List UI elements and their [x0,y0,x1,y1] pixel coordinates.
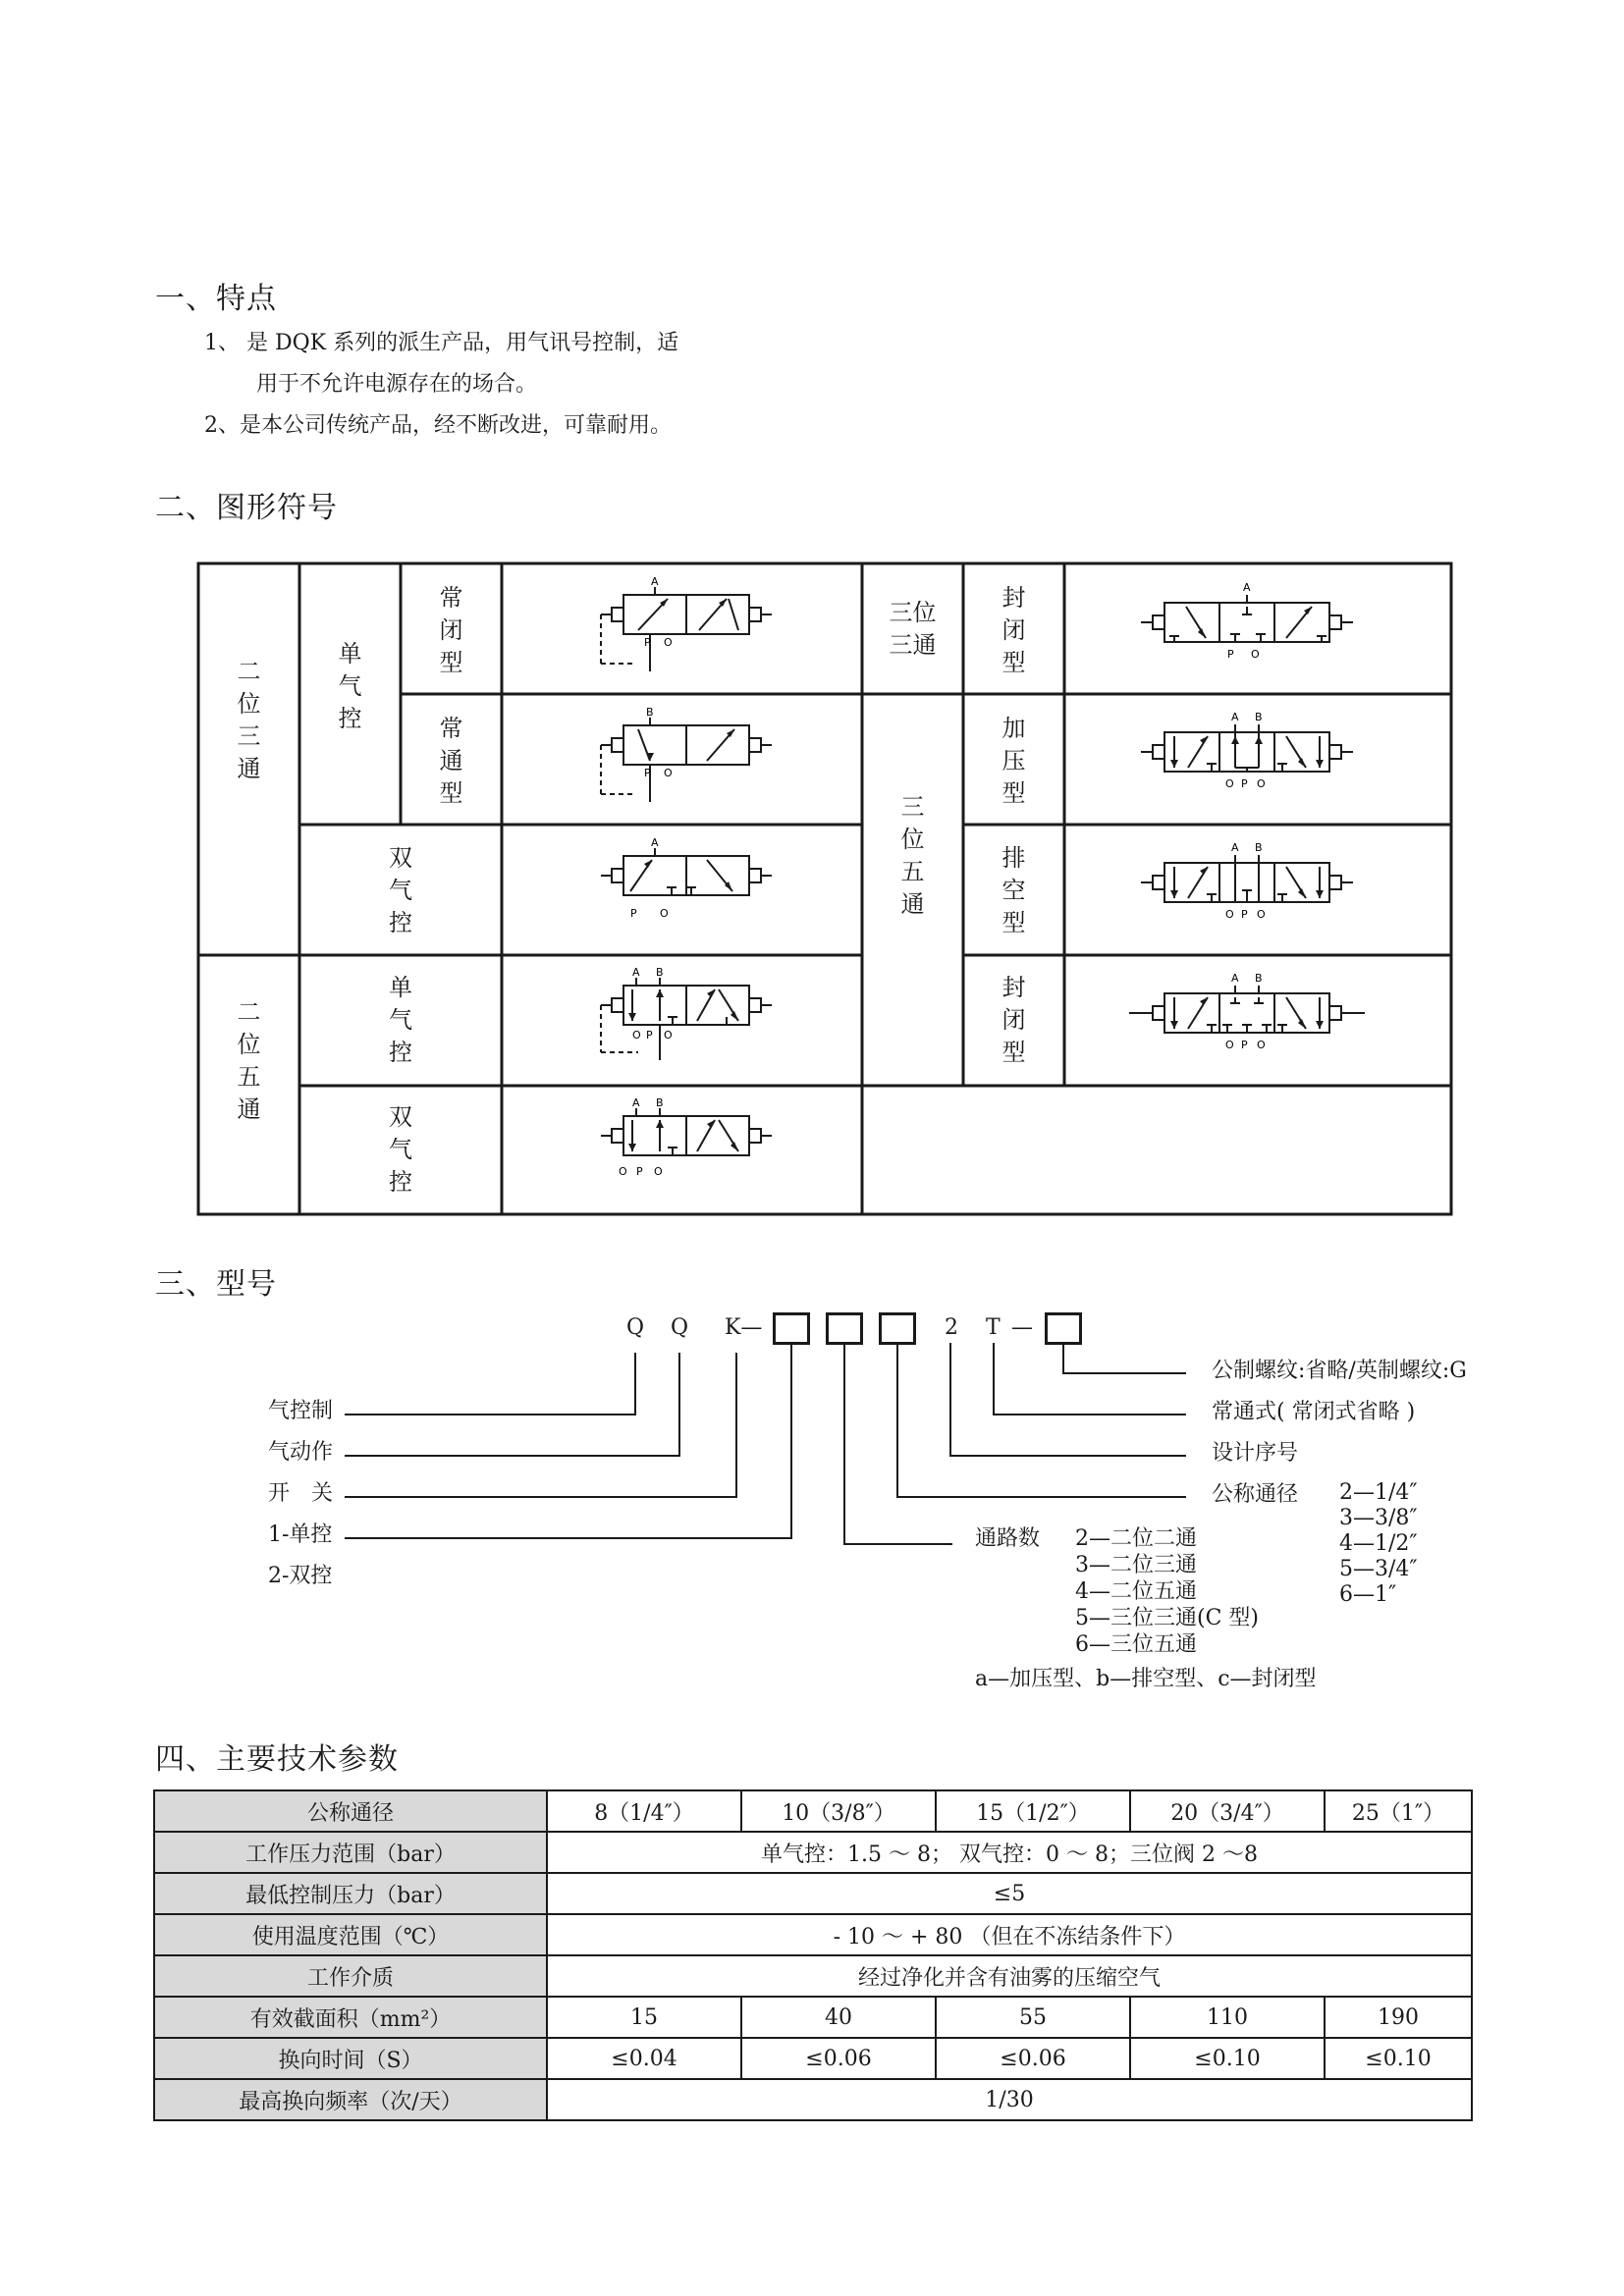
table-row [154,1832,1472,1873]
port-label-b: B [1255,972,1263,985]
port-label-p: P [636,1165,643,1178]
right-label-normally-open: 常通式( 常闭式省略 ) [1212,1400,1416,1424]
port-label-b: B [646,706,654,719]
cell-area-1: 15 [547,1997,741,2038]
cell-switch-time-5: ≤0.10 [1325,2038,1472,2079]
port-label-a: A [1231,972,1239,985]
port-label-o: O [619,1165,627,1178]
params-heading: 四、主要技术参数 [155,1742,399,1777]
size-1: 2—1/4″ [1339,1480,1418,1505]
left-label-switch: 开 关 [268,1481,334,1506]
cell-min-control: ≤5 [547,1873,1472,1914]
code-k: K— [725,1315,763,1340]
table-row [154,1955,1472,1997]
cell-switch-time-2: ≤0.06 [741,2038,936,2079]
row-label-area: 有效截面积（mm²） [154,1997,547,2038]
right-label-nominal: 公称通径 [1212,1482,1299,1507]
types-legend: a—加压型、b—排空型、c—封闭型 [975,1667,1317,1691]
table-row [154,1873,1472,1914]
port-label-a: A [1231,711,1239,723]
port-label-o: O [664,1029,673,1041]
cell-switch-time-1: ≤0.04 [547,2038,741,2079]
group-three-position-three-way: 三位 三通 [889,599,937,659]
group-two-position-five-way: 二 位 五 通 [237,998,261,1123]
port-label-o: O [1257,908,1266,921]
port-label-p: P [1241,1039,1248,1051]
right-label-thread: 公制螺纹:省略/英制螺纹:G [1212,1359,1467,1383]
port-label-a: A [632,1096,640,1109]
port-label-o: O [1225,908,1234,921]
port-label-o: O [632,1029,641,1041]
table-row [154,1997,1472,2038]
ports-option-5: 6—三位五通 [1075,1632,1197,1657]
port-label-b: B [656,1096,664,1109]
port-label-p: P [644,636,651,649]
ports-title: 通路数 [975,1526,1041,1551]
port-label-p: P [630,907,637,920]
port-label-a: A [651,575,659,588]
ports-option-4: 5—三位三通(C 型) [1075,1606,1259,1630]
row-label-switch-time: 换向时间（S） [154,2038,547,2079]
size-2: 3—3/8″ [1339,1506,1418,1530]
cell-nominal-2: 10（3/8″） [741,1790,936,1832]
port-label-o: O [664,636,673,649]
size-3: 4—1/2″ [1339,1531,1418,1556]
port-label-b: B [656,966,664,979]
label-sealed-33: 封 闭 型 [1001,584,1026,676]
cell-switch-time-4: ≤0.10 [1130,2038,1325,2079]
ports-option-3: 4—二位五通 [1075,1579,1197,1604]
port-label-b: B [1255,711,1263,723]
label-normally-closed: 常 闭 型 [439,584,463,676]
port-label-o: O [654,1165,663,1178]
symbols-heading: 二、图形符号 [155,491,338,525]
ports-option-2: 3—二位三通 [1075,1553,1197,1577]
code-q-1: Q [626,1315,645,1340]
right-label-design-no: 设计序号 [1212,1441,1299,1466]
label-sealed-35: 封 闭 型 [1001,974,1026,1066]
feature-item-1-line-1: 1、 是 DQK 系列的派生产品，用气讯号控制，适 [204,331,679,355]
size-4: 5—3/4″ [1339,1557,1418,1581]
row-label-frequency: 最高换向频率（次/天） [154,2079,547,2120]
port-label-p: P [646,1029,653,1041]
cell-nominal-4: 20（3/4″） [1130,1790,1325,1832]
cell-area-4: 110 [1130,1997,1325,2038]
cell-nominal-3: 15（1/2″） [936,1790,1130,1832]
cell-area-3: 55 [936,1997,1130,2038]
ports-option-1: 2—二位二通 [1075,1526,1197,1551]
cell-nominal-5: 25（1″） [1325,1790,1472,1832]
port-label-p: P [1241,777,1248,790]
feature-item-1-line-2: 用于不允许电源存在的场合。 [256,372,538,397]
group-two-position-three-way: 二 位 三 通 [237,658,261,782]
table-row [154,2038,1472,2079]
cell-nominal-1: 8（1/4″） [547,1790,741,1832]
row-label-min-control: 最低控制压力（bar） [154,1873,547,1914]
code-dash: — [1011,1315,1033,1340]
label-double-control-25: 双 气 控 [389,1103,412,1196]
code-two: 2 [945,1315,958,1340]
cell-switch-time-3: ≤0.06 [936,2038,1130,2079]
row-label-temperature: 使用温度范围（℃） [154,1914,547,1955]
label-pressurized: 加 压 型 [1001,715,1026,807]
label-single-control-25: 单 气 控 [389,974,412,1066]
cell-pressure: 单气控：1.5 ～ 8； 双气控：0 ～ 8；三位阀 2 ～8 [547,1832,1472,1873]
code-t: T [986,1315,1001,1340]
table-row [154,1914,1472,1955]
port-label-o: O [664,767,673,779]
table-row [154,1790,1472,1832]
left-label-double: 2-双控 [268,1564,333,1588]
port-label-o: O [1257,1039,1266,1051]
cell-area-2: 40 [741,1997,936,2038]
port-label-o: O [1257,777,1266,790]
port-label-p: P [1241,908,1248,921]
cell-area-5: 190 [1325,1997,1472,2038]
model-heading: 三、型号 [155,1267,277,1302]
params-table [153,1789,1473,2121]
port-label-o: O [1225,777,1234,790]
cell-frequency: 1/30 [547,2079,1472,2120]
label-single-control-23: 单 气 控 [338,640,362,732]
row-label-pressure: 工作压力范围（bar） [154,1832,547,1873]
port-label-p: P [1227,648,1234,661]
label-exhaust: 排 空 型 [1001,844,1026,936]
left-label-air-actuation: 气动作 [268,1440,334,1465]
feature-item-2: 2、是本公司传统产品，经不断改进，可靠耐用。 [204,413,672,438]
port-label-b: B [1255,841,1263,854]
port-label-a: A [1243,581,1251,594]
port-label-o: O [1225,1039,1234,1051]
code-q-2: Q [671,1315,689,1340]
group-three-position-five-way: 三 位 五 通 [900,793,925,918]
size-5: 6—1″ [1339,1582,1397,1607]
label-double-control-23: 双 气 控 [389,844,412,936]
label-normally-open: 常 通 型 [439,715,463,807]
cell-medium: 经过净化并含有油雾的压缩空气 [547,1955,1472,1997]
features-heading: 一、特点 [155,282,277,316]
port-label-p: P [644,767,651,779]
port-label-o: O [660,907,669,920]
port-label-a: A [651,836,659,849]
cell-temperature: - 10 ～ + 80 （但在不冻结条件下） [547,1914,1472,1955]
port-label-o: O [1251,648,1260,661]
row-label-nominal: 公称通径 [154,1790,547,1832]
port-label-a: A [632,966,640,979]
left-label-air-control: 气控制 [268,1399,334,1423]
row-label-medium: 工作介质 [154,1955,547,1997]
port-label-a: A [1231,841,1239,854]
table-row [154,2079,1472,2120]
left-label-single: 1-单控 [268,1522,333,1547]
